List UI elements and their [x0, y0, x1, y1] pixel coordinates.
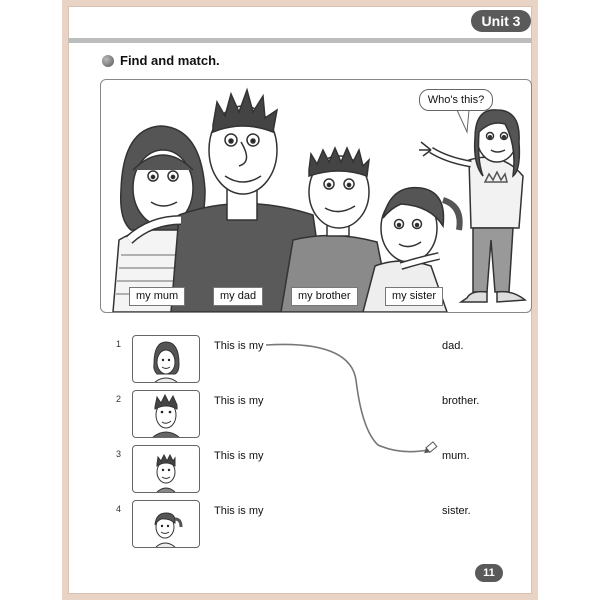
row-number: 4 [116, 504, 122, 514]
label-my-mum: my mum [129, 287, 185, 306]
label-my-dad: my dad [213, 287, 263, 306]
row-answer-brother[interactable]: brother. [442, 395, 480, 407]
row-answer-mum[interactable]: mum. [442, 450, 470, 462]
activity-title: Find and match. [120, 53, 220, 68]
row-number: 2 [116, 394, 122, 404]
row-prompt: This is my [214, 450, 264, 462]
row-answer-sister[interactable]: sister. [442, 505, 471, 517]
row-number: 3 [116, 449, 122, 459]
row-prompt: This is my [214, 395, 264, 407]
label-my-brother: my brother [291, 287, 358, 306]
row-prompt: This is my [214, 340, 264, 352]
pencil-icon [422, 442, 437, 456]
row-number: 1 [116, 339, 122, 349]
unit-badge: Unit 3 [471, 10, 531, 32]
label-my-sister: my sister [385, 287, 443, 306]
row-prompt: This is my [214, 505, 264, 517]
row-answer-dad[interactable]: dad. [442, 340, 464, 352]
page-number: 11 [475, 564, 503, 582]
speech-bubble: Who's this? [419, 89, 493, 111]
